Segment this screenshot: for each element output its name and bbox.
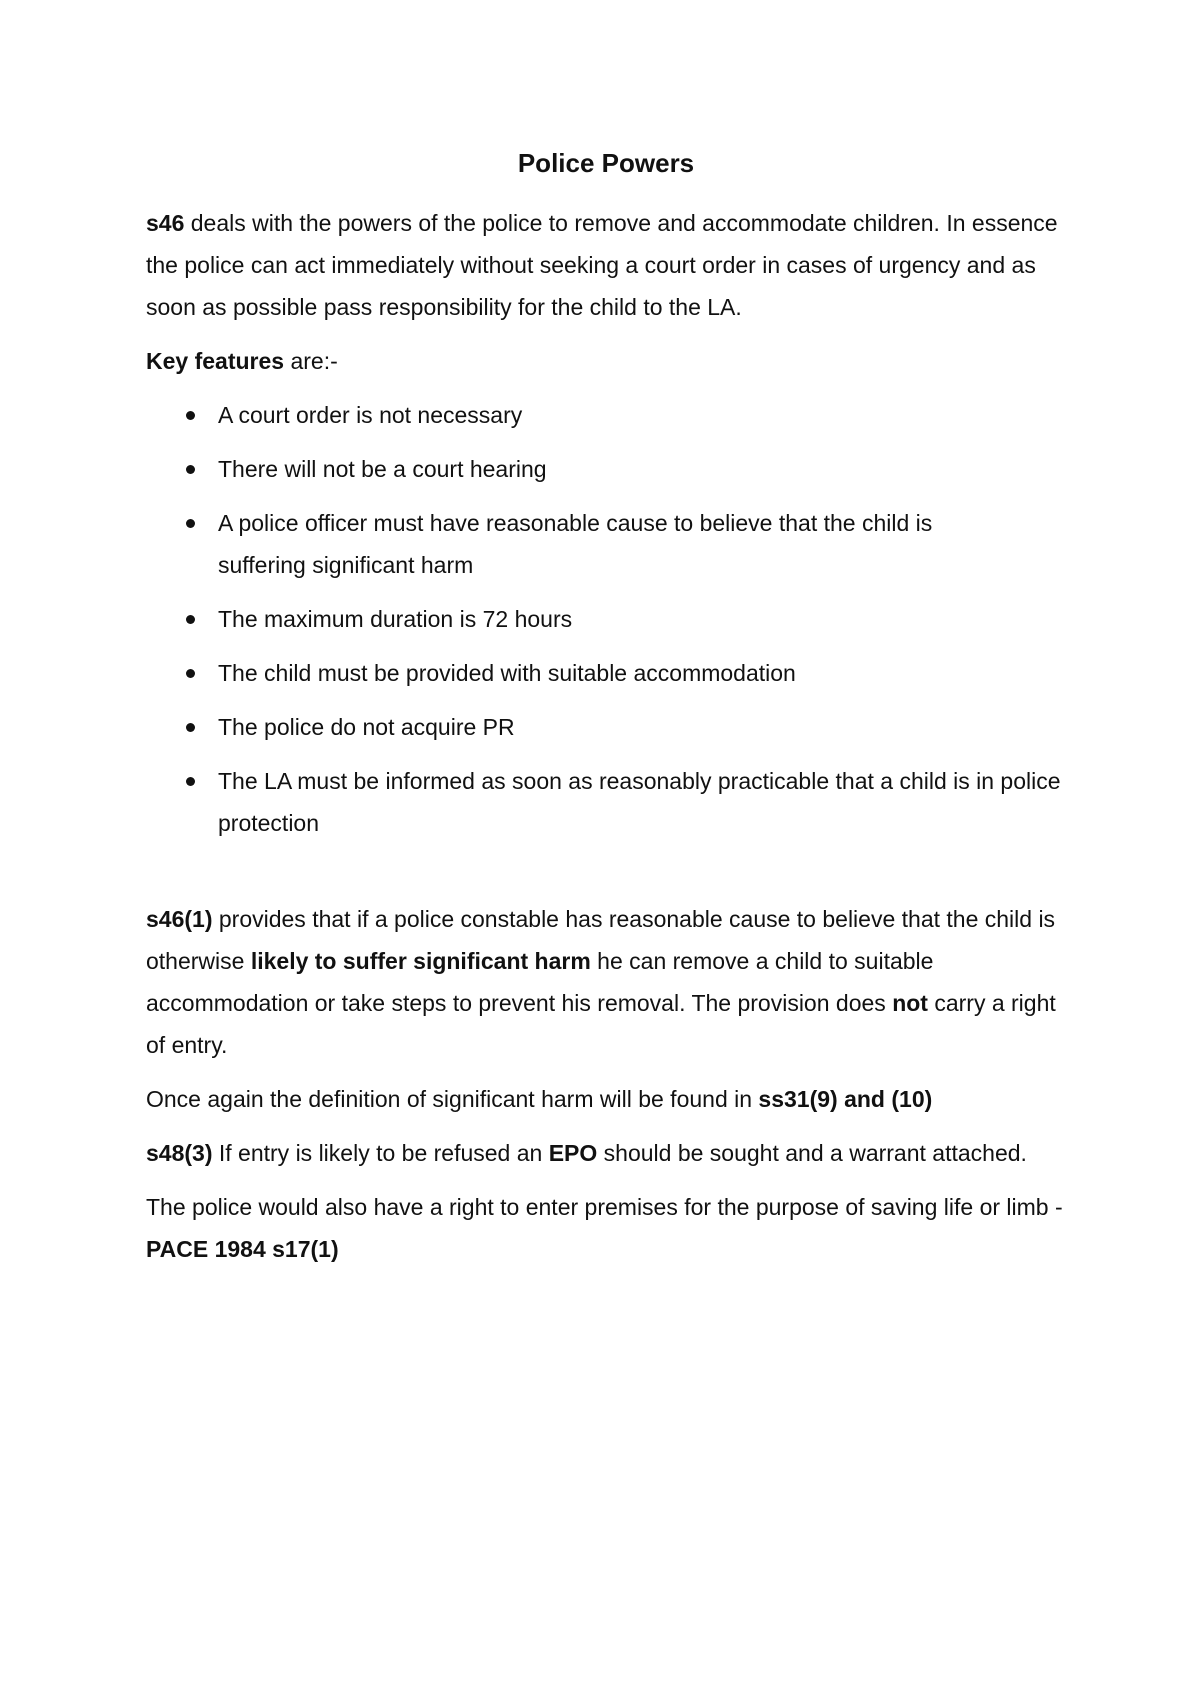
list-item — [146, 706, 1066, 748]
list-item-text: The child must be provided with suitable accommodation — [218, 660, 796, 686]
list-item-text: A police officer must have reasonable cause to believe that the child is suffering significant harm — [218, 510, 933, 578]
list-item — [146, 598, 1066, 640]
section-ref-s46-1: s46(1) — [146, 906, 213, 932]
section-ref-pace: PACE 1984 s17(1) — [146, 1236, 339, 1262]
pace-paragraph — [146, 1186, 1066, 1270]
page-title: Police Powers — [517, 148, 695, 178]
list-item-text: The LA must be informed as soon as reasonably practicable that a child is in police protection — [218, 768, 1061, 836]
s48-3-bold-epo: EPO — [548, 1140, 598, 1166]
s46-1-bold-harm: likely to suffer significant harm — [250, 948, 591, 974]
list-item-text: The police do not acquire PR — [218, 714, 515, 740]
list-item — [146, 502, 1066, 586]
pace-text: The police would also have a right to enter premises for the purpose of saving life or limb - — [146, 1194, 1063, 1220]
intro-paragraph — [146, 202, 1066, 328]
section-ref-s48-3: s48(3) — [146, 1140, 213, 1166]
s48-3-text-2: should be sought and a warrant attached. — [597, 1140, 1027, 1166]
bullet-icon — [186, 411, 195, 420]
list-item — [146, 448, 1066, 490]
bullet-icon — [186, 723, 195, 732]
s48-3-text-1: If entry is likely to be refused an — [212, 1140, 549, 1166]
s48-3-paragraph — [146, 1132, 1066, 1174]
s46-1-bold-not: not — [892, 990, 928, 1016]
list-item-text: A court order is not necessary — [218, 402, 523, 428]
section-ref-ss31: ss31(9) and (10) — [758, 1086, 933, 1112]
s46-1-text-2: he can remove a child to suitable accommodation or take steps to prevent his removal. The provision does — [146, 948, 934, 1016]
key-features-label: Key features — [146, 348, 285, 374]
key-features-list — [146, 394, 1066, 844]
definition-text: Once again the definition of significant harm will be found in — [146, 1086, 759, 1112]
s46-1-text-3: carry a right of entry. — [146, 990, 1056, 1058]
blank-line — [146, 856, 1066, 898]
list-item-text: The maximum duration is 72 hours — [218, 606, 573, 632]
bullet-icon — [186, 465, 195, 474]
key-features-suffix: are:- — [284, 348, 338, 374]
bullet-icon — [186, 519, 195, 528]
section-ref-s46: s46 — [146, 210, 185, 236]
document-body — [146, 138, 1066, 1282]
list-item-text: There will not be a court hearing — [218, 456, 547, 482]
s46-1-text-1: provides that if a police constable has reasonable cause to believe that the child is otherwise — [146, 906, 1056, 974]
list-item — [146, 760, 1066, 844]
key-features-heading — [146, 340, 1066, 382]
s46-1-paragraph — [146, 898, 1066, 1066]
list-item — [146, 652, 1066, 694]
list-item — [146, 394, 1066, 436]
bullet-icon — [186, 777, 195, 786]
bullet-icon — [186, 615, 195, 624]
bullet-icon — [186, 669, 195, 678]
intro-text: deals with the powers of the police to remove and accommodate children. In essence the police can act immediately without seeking a court order in cases of urgency and as soon as possible pass responsibility for the child to the LA. — [146, 210, 1058, 320]
definition-paragraph — [146, 1078, 1066, 1120]
